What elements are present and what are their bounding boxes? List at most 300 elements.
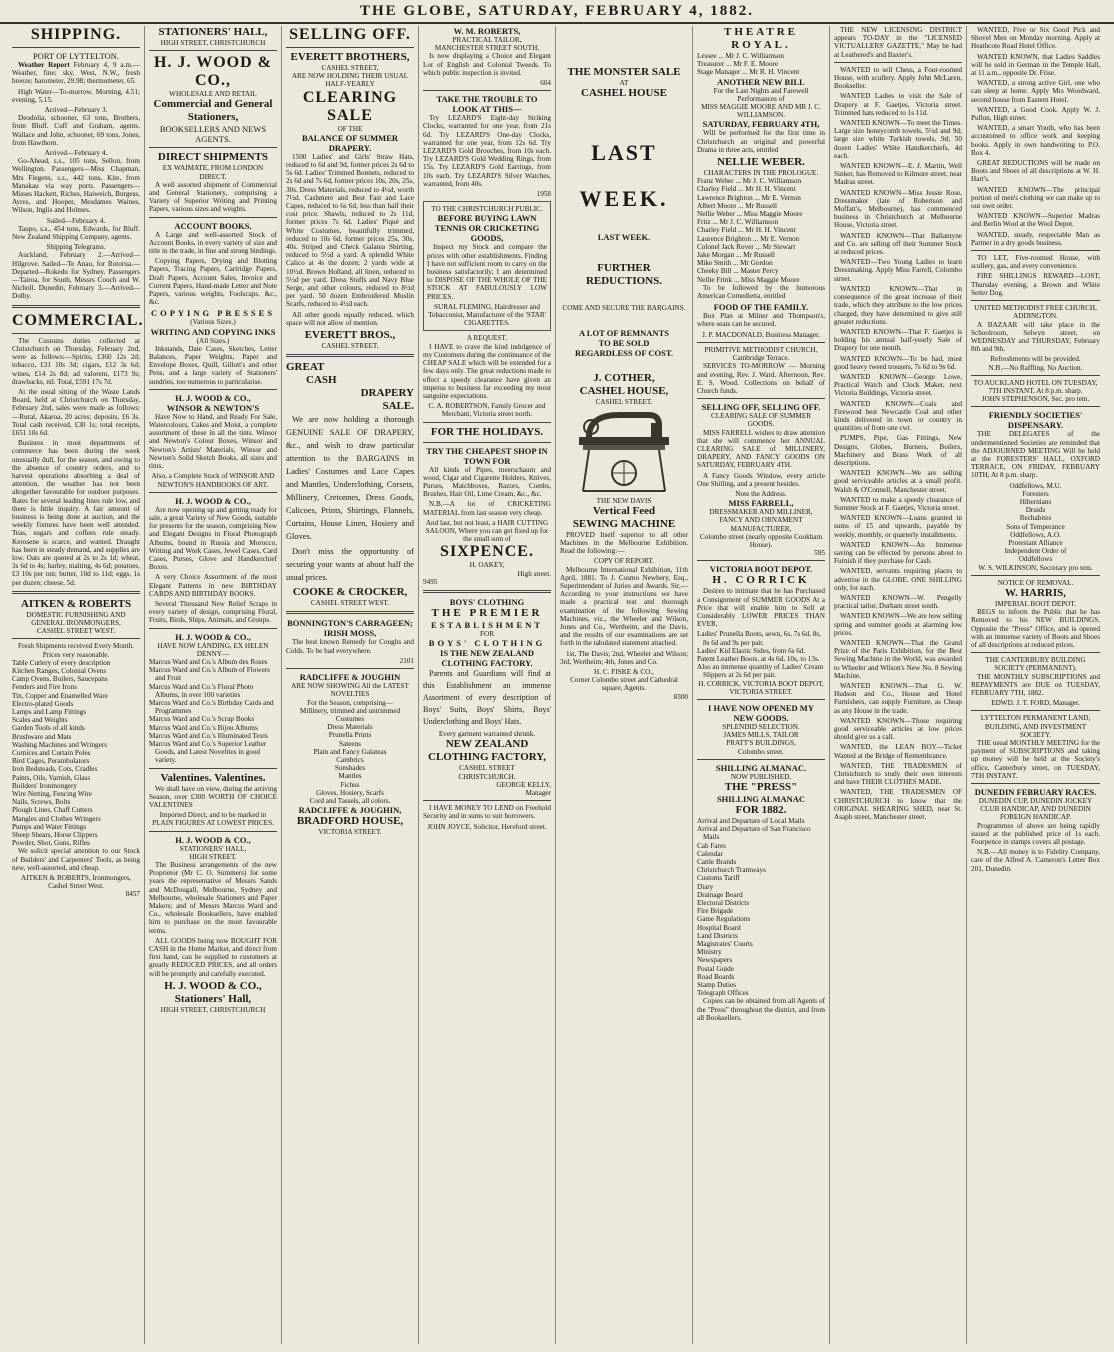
cast-item: Colonel Jack Rover ... Mr Stewart [697,242,796,251]
corrick-list-item: Also an immense quantity of Ladies' Cream Slippers at 2s 6d per pair. [697,663,824,680]
wood-name-6: H. J. WOOD & CO., [164,979,262,992]
mills-new-goods: I HAVE NOW OPENED MY NEW GOODS. [708,703,814,723]
wanted-ad: WANTED KNOWN—To be had, most good heavy tweed trousers, 7s 6d to 9s 6d. [834,354,962,371]
corrick-list-item: Ladies' Kid Elastic Sides, from 6s 6d. [697,646,806,655]
kelly-name: GEORGE KELLY, [496,780,551,789]
cashel-house-2: CASHEL HOUSE, [579,385,669,398]
almanac-list-item: Hospital Board [697,923,741,932]
methodist-church: PRIMITIVE METHODIST CHURCH, Cambridge Terrace. [704,345,818,363]
commercial-title: COMMERCIAL. [12,311,144,329]
aitken-code: 8457 [125,890,140,899]
roberts-name: W. M. ROBERTS, [453,26,521,36]
wood-name-3: H. J. WOOD & CO., [175,495,251,506]
album-list-item: Marcus Ward and Co.'s Album des Roses [149,657,268,666]
aitken-title: AITKEN & ROBERTS [20,597,132,610]
first-text: 1st, The Davis; 2nd, Wheeler and Wilson; 3rd, Wertheim; 4th, Jones and Co. [560,649,688,666]
wood-name-5: H. J. WOOD & CO., [175,834,251,845]
commercial-p2: At the usual sitting of the Waste Lands Board, held at Christchurch on Thursday, February 2nd, sales were made as follows:—Rural, Akaroa, 20 acres; deposits, £6 3s. Total cash received, £30 1s; total receipts, £651 10s 6d. [12,387,140,437]
wanted-ad: WANTED, servants requiring places to advertise in the GLOBE. ONE SHILLING only, for each. [834,567,962,592]
sale-items: 1500 Ladies' and Girls' Straw Hats, reduced to 6d and 9d, former prices 2s 6d to 5s 6d. Ladies' Trimmed Bonnets, reduced to 2s 6d and 7s 6d, former prices 10s, 20s, 25s, 30s. Dress Materials, reduced to 4½d, worth 7½d. Cashmere and Best Fast and Lace Capes, reduced to 6s 6d, less than half their cost price. Shawls, reduced to 2s 11d, former prices 7s 6d. Ladies' Piqué and White Costumes, beautifully trimmed, reduced to 10s 6d, former prices 25s, 30s, 40s. Striped and Check Galatea Shirting, reduced to 5½d a yard. A splendid White Calico at 4s the dozen; 2 yards wide at 10½d. Brown Holland, all linen, reduced to 5½d per yard. Dress Stuffs and Navy Blue Serge, and other colours, reduced to 8½d per yard. 50 dozen Embroidered Muslin Scarfs, reduced to 4½d each. [286,152,414,309]
almanac-list-item: Stamp Duties [697,981,736,990]
roberts-code: 604 [540,79,551,88]
reductions-word: REDUCTIONS. [585,275,663,288]
before-buying: BEFORE BUYING LAWN TENNIS OR CRICKETING GOODS, [434,213,540,244]
arrived-text: Deodolia, schooner, 63 tons, Brothers, from Bluff. Cuff and Graham, agents. Wallace and John, schooner, 69 tons, Jones, from Hawthorn. [12,114,140,147]
aitken-sign: AITKEN & ROBERTS, Ironmongers, Cashel Street West. [21,874,131,891]
radcliffe-list-item: Costumes [335,714,365,723]
aitken-footer: We solicit special attention to our Stock of Builders' and Carpenters' Tools, as being new, well-assorted, and cheap. [12,847,140,872]
everett-addr: CASHEL STREET. [321,342,379,351]
almanac-list-item: Game Regulations [697,915,751,924]
radcliffe-list-item: Fichus [340,780,360,789]
boys-text: Parents and Guardians will find at this Establishment an immense Assortment of every description of Boys' Suits, Boys' Shirts, Boys' Underclothing and Boys' Hats. [423,669,551,727]
almanac-title: SHILLING ALMANAC [716,794,806,805]
farrell-sub: A Fancy Goods Window, every article One Shilling, and a present besides. [697,471,825,488]
aitken-list-item: Table Cutlery of every description [12,658,111,667]
high-street: HIGH STREET. [189,852,237,861]
balance-summer: BALANCE OF SUMMER DRAPERY. [301,132,399,153]
column-shipping [8,26,145,1344]
everett-brothers: EVERETT BROTHERS, [290,51,410,63]
of-the: OF THE [337,124,363,133]
album-list [149,658,277,765]
almanac-list-item: Postal Guide [697,964,734,973]
cast-item: Charley Field ... Mr H. H. Vincent [697,226,796,235]
selling-off-title: SELLING OFF. [289,26,411,43]
food-family: FOOD OF THE FAMILY. [713,302,809,313]
cast-item: Cheeky Bill ... Master Percy [697,267,779,276]
boys-clothing-2: BOYS' CLOTHING [428,638,546,649]
box-plan: Box Plan at Milner and Thompson's, where seats can be secured. [697,312,825,329]
wood6-addr: HIGH STREET, CHRISTCHURCH [160,1005,266,1014]
almanac-list-item: Fire Brigade [697,907,734,916]
sewing-machine: SEWING MACHINE [572,517,676,530]
request-sign: C. A. ROBERTSON, Family Grocer and Merchant, Victoria street north. [428,402,546,419]
nzcf-city: CHRISTCHURCH. [458,772,516,781]
wanted-ad: GREAT REDUCTIONS will be made on Boots and Shoes of all descriptions at W. H. Hart's. [971,159,1100,184]
wanted-ad: WANTED, a smart Youth, who has been accustomed to office work and keeping books. Apply in own handwriting to P.O. Box 4. [971,124,1100,157]
imperial-depot: IMPERIAL BOOT DEPOT. [994,599,1077,608]
radcliffe-list-item: Sunshades [334,764,366,773]
ford-manager: EDWD. J. T. FORD, Manager. [991,699,1080,708]
almanac-list-item: Arrival and Departure of Local Mails [697,817,805,826]
farrell-text: MISS FARRELL wishes to draw attention that she will commence her ANNUAL CLEARING SALE of MILLINERY, DRAPERY, AND FANCY GOODS ON SATURDAY, FEBRUARY 4TH. [697,428,825,470]
further-word: FURTHER [597,262,651,275]
society-item: Oddfellows [1018,555,1053,564]
theatre-royal: THEATRE ROYAL. [724,26,798,51]
lessee: Lessee ... Mr J. C. Williamson [697,52,785,60]
radcliffe-list-item: Cambrics [336,755,364,764]
harris-text: BEGS to inform the Public that he has Removed to his NEW BUILDINGS, Opposite the "Press" Office, and is opened with an immense variety of Boots and Shoes of all descriptions at reduced prices. [971,608,1100,649]
wanted-ad: WANTED—Two Young Ladies to learn Dressmaking. Apply Miss Farrell, Colombo street. [834,258,962,283]
bonnington-code: 2101 [399,656,414,665]
wanted-ad: WANTED KNOWN—E. J. Martin, Well Sinker, has Removed to Kilmore street, near Madras street. [834,162,962,187]
business-text: The Business arrangements of the new Proprietor (Mr C. O. Summers) for some years the representative of Messrs Sands and McDougall, Melbourne, Sydney and Melbourne, wholesale Stationers and Paper Makers; and of Messrs Marcus Ward and Co., wholesale Booksellers, have enabled him to purchase on the most favourable terms. [149,861,277,935]
wanted-ad: WANTED KNOWN—Those requiring good serviceable articles at low prices should give us a call. [834,716,962,742]
corrick-list-item: Ladies' Prunella Boots, sewn, 6s, 7s 6d, 8s, 8s 6d and 9s per pair. [697,630,821,647]
treasurer: Treasurer ... Mr F. E. Moore [697,60,779,69]
at-word: AT [619,79,629,87]
radcliffe-list-item: Mantles [338,772,362,781]
copy-text: Melbourne International Exhibition, 11th April, 1881. To J. Cosmo Newbery, Esq., Superintendent of Juries and Awards. Sir,—According to your instructions we have made a practical test and thorough examination of the following Sewing Machines, viz., the Wheeler and Wilson, Jones and Co., Wertheim, and the Davis, and the results of our examinations are set forth in the tabulated statement attached. [560,565,688,648]
last-week: LAST WEEK. [597,232,651,243]
to-be-sold: TO BE SOLD [598,338,650,349]
winsor-text: Have Now to Hand, and Ready For Sale, Watercolours, Cakes and Moist, a complete assortment of these in all the tints. Winsor and Newton's Colour Boxes, Winsor and Newton's Artists' Materials, Winsor and Newton's Solid Sketch Books, all sizes and tints. [149,412,277,471]
oakey-name: H. OAKEY, [469,561,505,570]
wood-commercial: Commercial and General Stationers, [153,98,273,124]
wilkinson: W. S. WILKINSON, Secretary pro tem. [978,563,1093,572]
account-text: A Large and well-assorted Stock of Account Books, in every variety of size and title in the trade, in fine and strong bindings. [149,230,277,256]
james-mills: JAMES MILLS, TAILOR [723,731,799,740]
bonnington-text: The best known Remedy for Coughs and Colds. To be had everywhere. [286,638,414,655]
victoria-street: VICTORIA STREET. [318,828,382,837]
saturday-date: SATURDAY, FEBRUARY 4TH, [702,119,820,130]
wanted-ad: WANTED KNOWN, that Ladies Saddles will be sold in German in the Temple Hall, at 11 a.m., opposite Dr. Frise. [971,52,1100,78]
aitken-list-item: Bird Cages, Perambulators [12,757,90,766]
wanted-ad: WANTED KNOWN—The principal portion of men's clothing we can make up to our own order. [971,185,1100,211]
winsor-newton: WINSOR & NEWTON'S [166,402,260,413]
dont-miss: Don't miss the opportunity of securing your wants at about half the usual prices. [286,547,414,583]
sale-word: SALE. [382,400,414,413]
society-item: Hibernians [1019,497,1052,506]
almanac-list-item: Road Boards [697,972,735,981]
account-books: ACCOUNT BOOKS. [174,220,252,231]
corrick-name: H. CORRICK [712,574,810,587]
harris-name: W. HARRIS, [1004,586,1067,599]
cashel-street: CASHEL STREET, [321,64,379,72]
copying-text: Copying Papers, Drying and Blotting Papers, Tracing Papers, Cartridge Papers, Draft Papers, Account Sales, Invoice and Current Papers, Hand-made Letter and Note Papers, various weights, Foolscaps, &c., &c. [149,257,277,307]
album-list-item: Marcus Ward and Co.'s Album of Flowers and Fruit [149,666,270,683]
wood-sub: WHOLESALE AND RETAIL [169,90,257,99]
bonnington: BONNINGTON'S CARRAGEEN; IRISH MOSS, [287,618,413,639]
direct-shipments: DIRECT SHIPMENTS [157,151,269,164]
victoria-boot: VICTORIA BOOT DEPOT. [709,564,813,575]
almanac-list-item: Calendar [697,849,723,858]
almanac-list-item: Magistrates' Courts [697,940,753,949]
monthly-subs: THE MONTHLY SUBSCRIPTIONS and REPAYMENTS are DUE on TUESDAY, FEBRUARY 7TH, 1882. [971,672,1100,698]
wanted-ad: PUMPS, Pipe, Gas Fittings, New Designs, Globes, Burners, Boilers, Machinery and Brass Work of all descriptions. [834,434,962,467]
christchurch-public: TO THE CHRISTCHURCH PUBLIC. [431,205,543,214]
aitken-list-item: Paints, Oils, Varnish, Glass [12,773,91,782]
telegrams-label: Shipping Telegrams. [46,243,106,252]
valentine-sub: Imported Direct, and to be marked in PLAIN FIGURES AT LOWEST PRICES. [152,811,274,828]
cheapest-shop: TRY THE CHEAPEST SHOP IN TOWN FOR [426,445,548,466]
garment-warranted: Every garment warranted shrunk. [438,730,536,739]
wanted-ad: WANTED KNOWN—That F. Gaetjes is holding his annual half-yearly Sale of Drapery for one month. [834,327,962,353]
column-wanted-2 [967,26,1104,1344]
wanted-ad: WANTED Ladies to visit the Sale of Drapery at F. Gaetjes, Victoria street. Trimmed hats reduced to 1s 11d. [834,92,962,117]
cheapest-text: All kinds of Pipes, meerschaum and wood, Cigar and Cigarette Holders, Knives, Purses, Matchboxes, Razors, Combs, Brushes, Hair Oil, Lime Cream, &c., &c. [423,465,551,499]
before-text: Inspect my Stock and compare the prices with other establishments. Finding I have not sufficient room to carry on the business satisfactorily, I am determined to DISPOSE OF THE WHOLE OF THE STOCK AT FABULOUSLY LOW PRICES. [427,243,547,301]
stage-manager: Stage Manager ... Mr R. H. Vincent [697,68,800,77]
lyttelton-society: LYTTELTON PERMANENT LAND, BUILDING, AND INVESTMENT SOCIETY. [980,714,1091,739]
services-text: SERVICES TO-MORROW — Morning and evening, Rev. J. Ward. Afternoon, Rev. E. S. Wood. Collections on behalf of Church funds. [697,362,825,395]
society-item: Rechabites [1019,514,1052,523]
corrick-sign: H. CORRICK, VICTORIA BOOT DEPOT, VICTORIA STREET. [698,679,824,696]
aitken-list [12,659,140,848]
boys-clothing: BOYS' CLOTHING [449,596,525,607]
aitken-list-item: Tin, Copper and Enamelled Ware [12,691,108,700]
weather-report: Weather Report February 4, 9 a.m.—Weather, fine; sky, West, N.W., fresh breeze; barometer, 29.98; thermometer, 65. [12,61,140,86]
almanac-year: FOR 1882. [735,804,787,817]
reward-lost: FIRE SHILLINGS REWARD—LOST, Thursday evening, a Brown and White Setter Dog. [971,272,1100,297]
radcliffe-list-item: Dress Materials [327,723,373,732]
lyttelton-text: THE usual MONTHLY MEETING for the payment of SUBSCRIPTIONS and taking up money will be held at the Society's office, Canterbury street, on TUESDAY, 7TH INSTANT. [971,739,1100,780]
cast-item: Lawrence Brighton ... Mr E. Vernon [697,193,801,202]
lezards-text: Try LEZARD'S Eight-day Striking Clocks, warranted for one year, from 21s 6d. Try LEZARD'S One-day Clocks, warranted for one year, from 12s 6d. Try LEZARD'S Gold Brooches, from 10s each. Try LEZARD'S Gold Wedding Rings, from 15s. Try LEZARD'S Gold Earrings, from 10s each. Try LEZARD'S Silver Watches, warranted, from 40s. [423,114,551,188]
colombo-street: Colombo street. [738,747,784,756]
column-stationers [145,26,282,1344]
dunedin-text: Programmes of above are being rapidly issued at the published price of 1s each. Fourpence in stamps covers all postage. [971,821,1100,847]
radcliffe-joughin: RADCLIFFE & JOUGHIN [299,672,401,683]
telegrams-text: Auckland, February 2.—Arrived—Hilgrove. Sailed—Te Anau, for Rotorua.—Departed—Rokedu for Sydney. Passengers—Tairoa, for South, Messrs Cooch and W. Nicholl. Dunedin, February 3.—Arrived—Dolby. [12,251,140,301]
wanted-ad: WANTED KNOWN—Coals and Firewood best Newcastle Coal and other kinds delivered in town or country in quantities of from one cwt. [834,399,962,433]
ink-text: Inkstands, Date Cases, Sketches, Letter Balances, Paper Weights, Paper and Envelope Boxes, Quill, Gillott's and other Pens, and a large variety of Stationers' sundries, too numerous to particularise. [149,344,277,386]
album-list-item: Marcus Ward and Co.'s Illuminated Texts [149,731,268,740]
wanted-ad: WANTED to sell Chess, a Four-roomed House, with scullery. Apply John McLaren, Bookseller. [834,65,962,91]
society-item: Druids [1025,506,1046,515]
farrell-addr: Colombo street (nearly opposite Cookham House). [699,532,823,549]
wanted-ad: WANTED KNOWN—That Ballantyne and Co. are selling off their Summer Stock at reduced prices. [834,231,962,257]
radcliffe-list-item: Millinery, trimmed and untrimmed [299,706,401,715]
maggie-moore: MISS MAGGIE MOORE AND MR J. C. WILLIAMSON. [701,103,821,120]
society-item: Foresters [1022,489,1049,498]
aitken-list-item: Mangles and Clothes Wringers [12,814,101,823]
holding-text: We are now holding a thorough GENUINE SALE OF DRAPERY, &c., and wish to draw particular attention to the BARGAINS in Ladies' Costumes and Lace Capes and Mantles, Underclothing, Corsets, Millinery, Cretonnes, Dress Goods, Calicoes, Prints, Shirtings, Flannels, Curtains, House Linen, Hosiery and Gloves. [286,415,414,542]
stationers-hall: STATIONERS' HALL, [179,844,247,853]
high-water: High Water—To-morrow. Morning, 4.51; evening, 5.15. [12,87,140,104]
aitken-list-item: Iron Bedsteads, Cots, Cradles [12,765,98,774]
oakey-code: 9495 [423,577,438,586]
radcliffe-sign: RADCLIFFE & JOUGHIN, [298,805,402,816]
wanted-ad: WANTED KNOWN—That the Grand Prize of the Paris Exhibition, for the Best Sewing Machine in the World, was awarded to Wheeler and Wilson's New No. 8 Sewing Machine. [834,639,962,680]
wanted-ad: WANTED KNOWN—We are selling good serviceable articles at a small profit. Walsh & O'Connell, Manchester street. [834,469,962,494]
wood-name: H. J. WOOD & CO., [154,54,272,90]
sewing-machine-image [560,407,688,497]
stephenson: JOHN STEPHENSON, Sec. pro tem. [981,395,1090,404]
stationers-title: STATIONERS' HALL, [158,26,268,38]
friendly-dispensary: FRIENDLY SOCIETIES' DISPENSARY. [988,410,1083,431]
album-list-item: Marcus Ward and Co.'s Bijou Albums [149,723,258,732]
cashel-house: CASHEL HOUSE [581,87,667,100]
dunedin-races: DUNEDIN FEBRUARY RACES. [974,787,1097,798]
regardless-cost: REGARDLESS OF COST. [574,348,673,359]
aitken-list-item: Garden Tools of all kinds [12,724,85,733]
now-published: NOW PUBLISHED, [730,772,792,781]
lezards-title: TAKE THE TROUBLE TO LOOK AT THIS— [436,94,538,115]
characters-prologue: CHARACTERS IN THE PROLOGUE. [703,169,819,178]
column-wanted-1 [830,26,967,1344]
farrell-code: 595 [814,549,825,558]
clearing-summer: CLEARING SALE OF SUMMER GOODS. [710,412,812,429]
aitken-list-item: Cornices and Curtain Poles [12,749,91,758]
joyce-sign: JOHN JOYCE, Solicitor, Hereford street. [427,822,547,831]
copy-report: COPY OF REPORT. [593,557,655,566]
cast-item: Nellie Frink ... Miss Maggie Moore [697,275,800,284]
valentines-title: Valentines. Valentines. [160,771,266,784]
commercial-p1: The Customs duties collected at Christchurch on Thursday, February 2nd, were as follows:—Spirits, £360 12s 2d; tobacco, £31 10s 3d; cigars, £12 3s 6d; wines, £14 2s 8d; ad valorem, £173 9s; drawbacks, nil. Total, £591 17s 7d. [12,336,140,386]
notice-removal: NOTICE OF REMOVAL. [997,578,1074,587]
fidelity-text: N.B.—All money is to Fidelity Company, care of the Alfred A. Cameron's Letter Box 201, Dunedin. [971,848,1100,873]
business-text-2: ALL GOODS being now BOUGHT FOR CASH in the Home Market, and direct from first hand, can be supplied to customers at greatly REDUCED PRICES, and all orders will be promptly and carefully executed. [149,936,277,978]
clearing-sale: CLEARING SALE [302,88,398,124]
wanted-ad: WANTED, Five or Six Good Pick and Shovel Men on Monday morning. Apply at Heathcote Road Hotel Office. [971,26,1100,51]
sixpence: SIXPENCE. [440,543,534,561]
album-list-item: Marcus Ward and Co.'s Scrap Books [149,715,255,724]
cast-item: Franz Weber ... Mr J. C. Williamson [697,177,802,186]
society-item: Protestant Alliance [1008,538,1063,547]
holidays-title: FOR THE HOLIDAYS. [430,425,544,438]
wanted-list-2 [971,26,1100,247]
aitken-list-item: Camp Ovens, Boilers, Saucepans [12,675,108,684]
cast-item: Nellie Weber ... Miss Maggie Moore [697,210,803,219]
album-list-item: Marcus Ward and Co.'s Superior Leather Goods, and Latest Novelties in good variety. [149,739,267,765]
bazaar-text: A BAZAAR will take place in the Schoolroom, Selwyn street, on WEDNESDAY and THURSDAY, February 8th and 9th. [971,320,1100,354]
cast-item: Fritz ... Mr J. C. Williamson [697,218,779,227]
wood-booksellers: BOOKSELLERS AND NEWS AGENTS. [159,124,267,145]
cast-item: Mike Smith ... Mr Gordon [697,259,773,268]
lezards-code: 1958 [536,190,551,199]
society-item: Sons of Temperance [1006,522,1065,531]
society-item: Oddfellows, M.U. [1009,481,1062,490]
aitken-sub: DOMESTIC FURNISHING AND GENERAL IRONMONGERS, [26,610,126,627]
wanted-ad: WANTED KNOWN—An Immense saving can be effected by persons about to Furnish if they purchase for Cash. [834,540,962,566]
wood6-sub: Stationers' Hall, [174,992,252,1005]
vertical-feed: Vertical Feed [592,504,656,517]
wanted-ad: WANTED KNOWN—Superior Madras and Berlin Wool at the Wool Depot. [971,212,1100,229]
orch-text: To be followed by the humorous American Comedietta, entitled [697,283,825,301]
wood3-text: Are now opening up and getting ready for sale, a great Variety of New Goods, suitable for presents for the season, comprising New and Elegant Designs in Floral Photograph Albums, bound in Russia and Morocco, Writing and Work Cases, Jewel Cases, Card Cases, Purses, Glove and Handkerchief Boxes. [149,505,277,572]
everett-bros: EVERETT BROS., [304,329,396,342]
radcliffe-list-item: Sateens [339,739,361,748]
methodist-addington: UNITED METHODIST FREE CHURCH, ADDINGTON. [974,304,1097,321]
farrell-name: MISS FARRELL, [728,498,794,509]
corrick-list-item: Patent Leather Boots, at 4s 6d, 10s, to 13s. [697,654,820,663]
dunedin-sub: DUNEDIN CUP, DUNEDIN JOCKEY CLUB HANDICAP, AND DUNEDIN FOREIGN HANDICAP. [978,797,1093,822]
almanac-list-item: Ministry [697,948,722,957]
society-item: Oddfellows, A.O. [1010,530,1061,539]
radcliffe-list-item: Plain and Fancy Galateas [313,747,387,756]
album-list-item: Marcus Ward and Co.'s Birthday Cards and Programmes [149,698,274,716]
almanac-list-item: Diary [697,882,714,891]
column-theatre [693,26,830,1344]
wanted-ad: WANTED KNOWN—W. Pengelly practical tailor, Durham street south. [834,594,962,611]
lot-remnants: A LOT OF REMNANTS [579,328,669,339]
farrell-title: DRESSMAKER AND MILLINER, FANCY AND ORNAMENT MANUFACTURER, [709,508,813,533]
column-roberts [419,26,556,1344]
act-cast [697,218,825,284]
almanac-list-item: Arrival and Departure of San Francisco Mails [697,825,811,842]
radcliffe-list-item: Cord and Tassels, all colors. [309,796,391,805]
sewing-text: PROVED Itself superior to all other Machines in the Melbourne Exhibition. Read the following:— [560,530,688,556]
departed-label: Arrived—February 4. [44,149,108,158]
radcliffe-list-item: Gloves, Hosiery, Scarfs [316,788,384,797]
wanted-list-1 [834,66,962,821]
will-be: Will be performed for the first time in Christchurch an original and powerful Drama in three acts, entitled [697,129,825,154]
aitken-list-item: Builders' Ironmongery [12,781,77,790]
aitken-list-item: Wire Netting, Fencing Wire [12,790,92,799]
no-raffling: N.B.—No Raffling. No Auction. [988,363,1083,372]
nellie-weber: NELLIE WEBER. [717,156,805,169]
birthday-text: A very Choice Assortment of the most Elegant Patterns in new BIRTHDAY CARDS AND BIRTHDAY BOOKS. [149,573,277,598]
almanac-list-item: Electoral Districts [697,899,750,908]
come-secure: COME AND SECURE THE BARGAINS. [562,304,686,313]
almanac-list-item: Cab Fares [697,841,726,850]
commercial-p3: Business in most departments of commerce has been during the week unusually dull, for the season, and owing to the absence of country orders, and to harvest operations absorbing a deal of attention, the weather has not been altogether favourable for outdoor purposes. Rates for several leading lines rule low, and there is little inquiry. A fair amount of business is being done at auction, and the weekly fixtures have been well attended. Teas, sugars and coffees rule steady. Kerosene is scarce, and wanted. Draught has been in steady demand, and supplies are low. Oats are quoted at 2s to 2s 1d; wheat, 3s 6d to 4s; barley, malting, 4s 6d; potatoes, £3 10s per ton; butter, 10d to 11d; eggs, 1s per dozen; cheese, 5d. [12,439,140,587]
sailed-label: Sailed—February 4. [46,216,106,225]
cashel-street-2: CASHEL STREET. [595,398,653,407]
aitken-list-item: Nails, Screws, Bolts [12,798,71,807]
to-let: TO LET, Five-roomed House, with scullery, gas, and every convenience. [971,254,1100,271]
roberts-tailor: PRACTICAL TAILOR, [452,36,522,44]
roberts-text: Is now displaying a Choice and Elegant Lot of English and Colonial Tweeds. To which public inspection is invited. [423,52,551,77]
aitken-list-item: Lamps and Lamp Fittings [12,708,87,717]
wanted-ad: WANTED KNOWN—That G. W. Hudson and Co., House and Hotel Furnishers, can supply Furniture, as Cheap as any House in the trade. [834,682,962,715]
departed-text: Go-Ahead, s.s., 105 tons, Sellon, from Wellington. Passengers—Miss Chapman, Mrs Fiegens, s.s., 442 tons, Kite, from Manakau via way ports. Passengers—Misses Hackett, Riches, Haiweich, Burgess, Ayres, and Hooper, Mesdames Waines, Wilson, Inglis and Holmes. [12,157,140,215]
nzcf-addr: CASHEL STREET [459,764,515,773]
aitken-list-item: Sheep Shears, Horse Clippers [12,831,98,840]
oakey-addr: High street. [517,569,551,578]
licensed-notice: THE NEW LICENSING DISTRICT appears TO-DAY in the "LICENSED VICTUALLERS' GAZETTE," May be had at Leathered's and Baxter's. [834,26,962,59]
almanac-list-item: Christchurch Tramways [697,866,766,875]
cast-item: Albert Moore ... Mr Russell [697,201,778,210]
sixpence-pre: And last, but not least, a HAIR CUTTING SALOON, Where you can get fixed up for the small sum of [425,518,549,544]
new-davis: THE NEW DAVIS [596,496,652,505]
aitken-fresh: Fresh Shipments received Every Month. Prices very reasonable. [18,642,134,659]
shipping-title: SHIPPING. [30,26,122,43]
the-press: THE "PRESS" [724,781,798,794]
wanted-ad: WANTED, a strong active Girl, one who can sleep at home. Apply Mrs Woodward, second house from Eastern Hotel. [971,79,1100,104]
copying-presses: COPYING PRESSES [150,308,276,319]
almanac-list-item: Drainage Board [697,890,743,899]
great-word: GREAT [286,361,325,374]
almanac-copies: Copies can be obtained from all Agents of the "Press" throughout the district, and from all Booksellers. [697,997,825,1022]
bradford-house: BRADFORD HOUSE, [296,815,404,828]
corrick-list [697,630,825,679]
aitken-list-item: Electro-plated Goods [12,699,74,708]
winsor-also: Also, a Complete Stock of WINSOR AND NEWTON'S HANDBOOKS OF ART. [151,472,275,489]
sewing-machine-icon [569,409,679,495]
wood-name-2: H. J. WOOD & CO., [175,392,251,403]
cricketing-text: N.B.—A lot of CRICKETING MATERIAL from last season very cheap. [423,500,551,517]
cast-item: Jake Morgan ... Mr Russell [697,251,775,260]
album-list-item: Marcus Ward and Co.'s Floral Photo Albums, in over 100 varieties [149,682,254,699]
cother-name: J. COTHER, [593,372,655,385]
aitken-list-item: Washing Machines and Wringers [12,740,108,749]
aitken-list-item: Plough Lines, Chaff Cutters [12,806,93,815]
roberts-addr: MANCHESTER STREET SOUTH, [434,44,540,53]
pratt-buildings: PRATT'S BUILDINGS, [726,739,796,748]
wellington-hotel: TO AUCKLAND HOTEL ON TUESDAY, 7TH INSTANT, At 8 p.m. sharp. [973,378,1098,395]
canterbury-society: THE CANTERBURY BUILDING SOCIETY (PERMANENT). [985,656,1086,673]
newspaper-page [8,26,1106,1344]
wood-name-4: H. J. WOOD & CO., [175,631,251,642]
wanted-ad: WANTED KNOWN—Miss Jessie Rose, Dressmaker (late of Robertson and Moffatt's, Melbourne), has commenced business in Christchurch at Melbourne House, Victoria street. [834,188,962,230]
selling-off-2: SELLING OFF, SELLING OFF. [701,402,821,413]
monster-sale: THE MONSTER SALE [567,66,681,78]
refreshments: Refreshments will be provided. [990,355,1081,364]
radcliffe-list-item: For the Season, comprising— [307,698,393,707]
corrick-text: Desires to intimate that he has Purchased a Consignment of SUMMER GOODS At a Price that will enable him to Sell at Considerably LOWER PRICES THAN EVER. [697,587,825,629]
establishment: ESTABLISHMENT [430,619,544,630]
macdonald: J. P. MACDONALD, Business Manager. [702,330,820,339]
almanac-list-item: Telegraph Offices [697,989,749,998]
fleming-ad [423,201,551,331]
wanted-ad: WANTED KNOWN—George Lowe, Practical Watch and Clock Maker, next Victoria Buildings, Victoria street. [834,372,962,398]
scraps-text: Several Thousand New Relief Scraps in every variety of design, comprising Floral, Fruits, Birds, Ships, Animals, and Groups. [149,599,277,625]
arrived-label: Arrived—February 3. [44,106,108,115]
wanted-ad: WANTED KNOWN—We are now selling spring and summer goods at alarming low prices. [834,612,962,637]
